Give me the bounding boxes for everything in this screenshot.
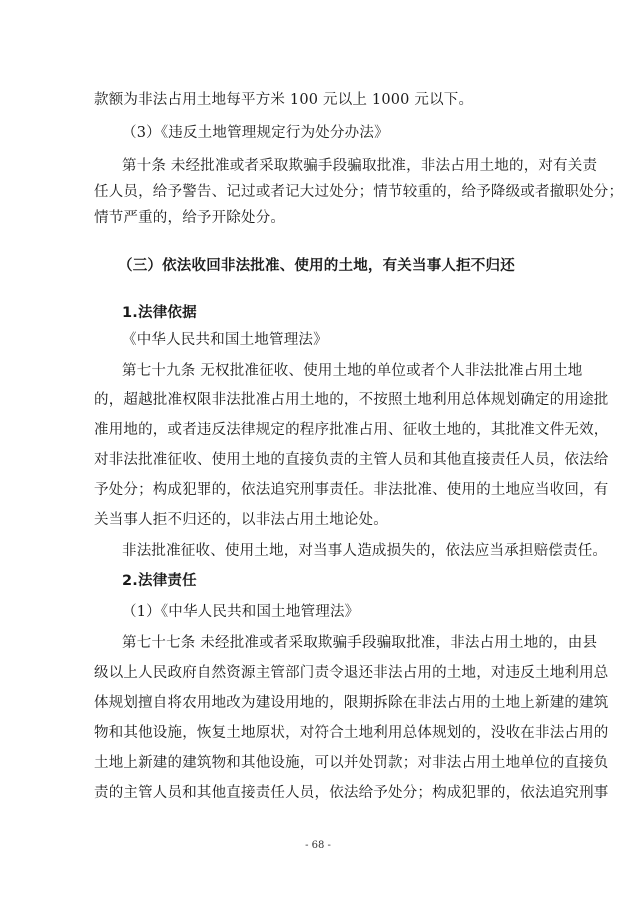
article-text-line: 第七十七条 未经批准或者采取欺骗手段骗取批准，非法占用土地的，由县 [122,635,598,651]
body-text-line: 级以上人民政府自然资源主管部门责令退还非法占用的土地，对违反土地利用总 [94,665,609,681]
article-text-line: 第七十九条 无权批准征收、使用土地的单位或者个人非法批准占用土地 [122,363,583,379]
page-number: - 68 - [305,840,331,851]
body-text-line: 体规划擅自将农用地改为建设用地的，限期拆除在非法占用的土地上新建的建筑 [94,695,609,711]
body-text-line: 予处分；构成犯罪的，依法追究刑事责任。非法批准、使用的土地应当收回，有 [94,482,609,498]
body-text-line: 款额为非法占用土地每平方米 100 元以上 1000 元以下。 [94,92,474,108]
body-text-line: 任人员，给予警告、记过或者记大过处分；情节较重的，给予降级或者撤职处分； [94,184,624,200]
law-title: （1）《中华人民共和国土地管理法》 [122,604,360,620]
subsection-heading: 2.法律责任 [122,573,197,589]
body-text-line: 关当事人拒不归还的，以非法占用土地论处。 [94,512,388,528]
body-text-line: 准用地的，或者违反法律规定的程序批准占用、征收土地的，其批准文件无效， [94,422,609,438]
section-heading: （三）依法收回非法批准、使用的土地，有关当事人拒不归还 [118,258,515,274]
law-title: 《中华人民共和国土地管理法》 [122,332,328,348]
body-text-line: 情节严重的，给予开除处分。 [94,210,286,226]
body-text-line: 的，超越批准权限非法批准占用土地的，不按照土地利用总体规划确定的用途批 [94,392,609,408]
body-text-line: 物和其他设施，恢复土地原状，对符合土地利用总体规划的，没收在非法占用的 [94,725,609,741]
body-text-line: 对非法批准征收、使用土地的直接负责的主管人员和其他直接责任人员，依法给 [94,452,609,468]
body-text-line: 非法批准征收、使用土地，对当事人造成损失的，依法应当承担赔偿责任。 [122,543,608,559]
body-text-line: 责的主管人员和其他直接责任人员，依法给予处分；构成犯罪的，依法追究刑事 [94,785,609,801]
subsection-heading: （3）《违反土地管理规定行为处分办法》 [122,125,389,141]
article-text-line: 第十条 未经批准或者采取欺骗手段骗取批准，非法占用土地的，对有关责 [122,158,598,174]
subsection-heading: 1.法律依据 [122,305,197,321]
body-text-line: 土地上新建的建筑物和其他设施，可以并处罚款；对非法占用土地单位的直接负 [94,755,609,771]
